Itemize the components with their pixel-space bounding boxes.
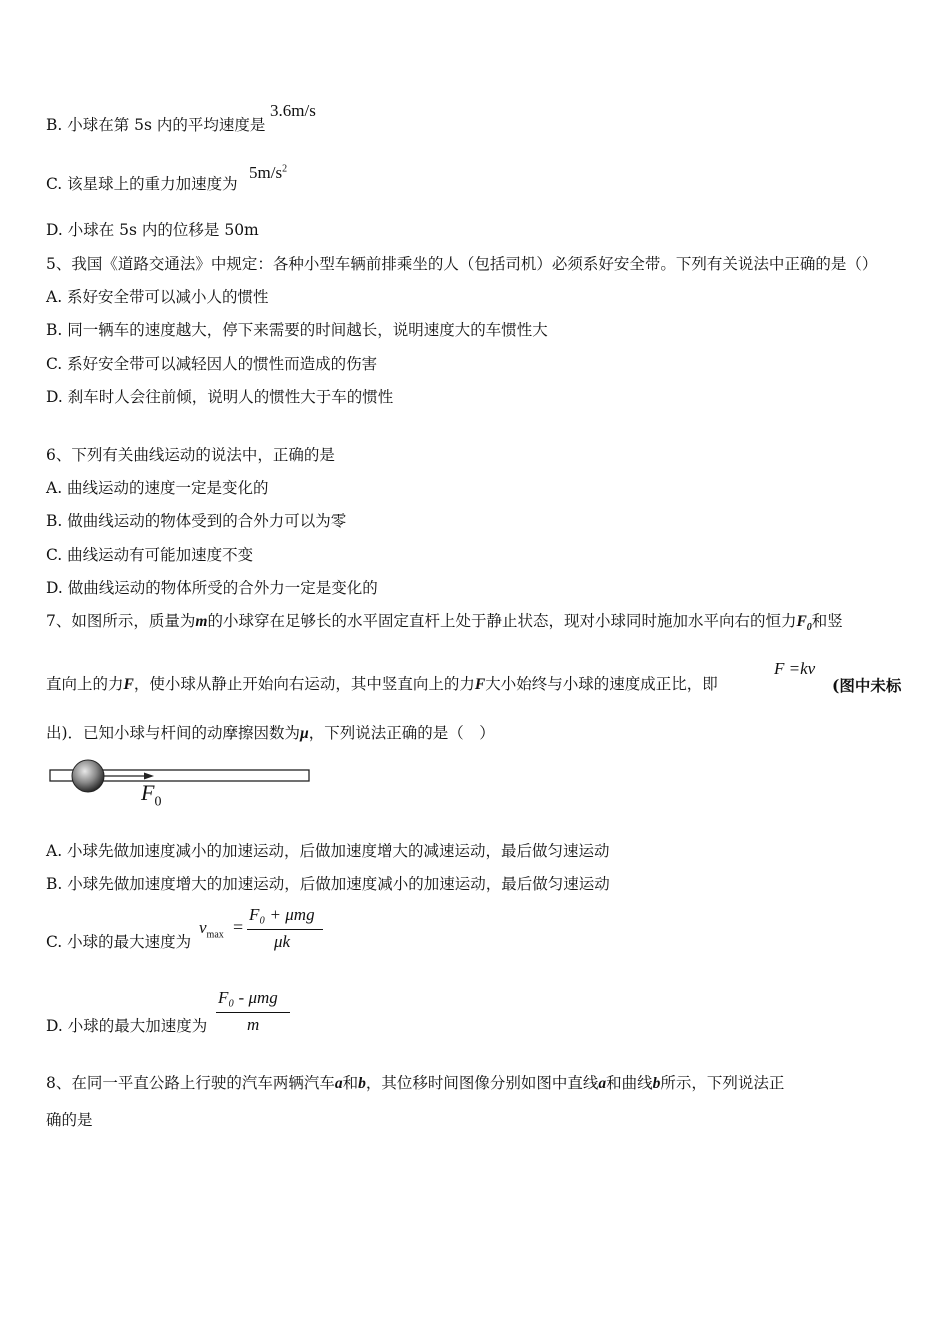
q7-figure bbox=[48, 756, 318, 812]
superscript: 2 bbox=[282, 163, 288, 175]
var-a: a bbox=[598, 1075, 607, 1092]
q4-option-b-value: 3.6m/s bbox=[270, 101, 316, 120]
subscript: 0 bbox=[154, 794, 162, 810]
q7-option-c-fraction bbox=[247, 905, 327, 955]
q8-stem-line1 bbox=[46, 1073, 784, 1094]
ball bbox=[72, 760, 104, 792]
var-m: m bbox=[195, 613, 208, 630]
text: 和竖 bbox=[811, 612, 843, 630]
q7-option-c: C. 小球的最大速度为 bbox=[46, 933, 192, 951]
q4-option-d: D. 小球在 5s 内的位移是 50m bbox=[46, 221, 259, 239]
var-f: F bbox=[123, 676, 134, 693]
var-b: b bbox=[652, 1075, 661, 1092]
denominator: m bbox=[247, 1015, 260, 1034]
numerator: F₀ + μmg bbox=[249, 905, 315, 924]
q7-line2-end: (图中未标 bbox=[832, 676, 902, 695]
q6-stem: 6、下列有关曲线运动的说法中，正确的是 bbox=[46, 446, 335, 464]
text: 直向上的力 bbox=[46, 675, 124, 693]
fraction-bar bbox=[247, 929, 323, 930]
q6-option-d: D. 做曲线运动的物体所受的合外力一定是变化的 bbox=[46, 579, 378, 597]
text: 和 bbox=[342, 1074, 359, 1092]
option-text: B. 小球在第 5s 内的平均速度是 bbox=[46, 116, 266, 134]
q7-option-d-fraction bbox=[216, 988, 296, 1038]
var-v: v bbox=[199, 918, 207, 937]
numerator: F₀ - μmg bbox=[218, 988, 278, 1007]
q7-figure-label bbox=[141, 780, 161, 810]
q7-stem-line2 bbox=[46, 674, 718, 695]
q5-option-d: D. 刹车时人会往前倾，说明人的惯性大于车的惯性 bbox=[46, 388, 394, 406]
q7-option-d: D. 小球的最大加速度为 bbox=[46, 1017, 208, 1035]
text: 7、如图所示，质量为 bbox=[46, 612, 196, 630]
label-f: F bbox=[141, 780, 155, 805]
text: ，使小球从静止开始向右运动，其中竖直向上的力 bbox=[133, 675, 475, 693]
q7-stem-line3 bbox=[46, 723, 495, 744]
fraction-bar bbox=[216, 1012, 290, 1013]
q7-option-c-eq: = bbox=[233, 917, 244, 937]
q4-option-b bbox=[46, 115, 265, 135]
q5-option-a: A. 系好安全带可以减小人的惯性 bbox=[46, 288, 269, 306]
text: ，其位移时间图像分别如图中直线 bbox=[365, 1074, 599, 1092]
q8-stem-line2: 确的是 bbox=[46, 1111, 93, 1129]
text: 出)．已知小球与杆间的动摩擦因数为 bbox=[46, 724, 301, 742]
var-f0 bbox=[796, 613, 812, 634]
q5-option-b: B. 同一辆车的速度越大，停下来需要的时间越长，说明速度大的车惯性大 bbox=[46, 321, 548, 339]
text: 的小球穿在足够长的水平固定直杆上处于静止状态，现对小球同时施加水平向右的恒力 bbox=[207, 612, 797, 630]
text: 8、在同一平直公路上行驶的汽车两辆汽车 bbox=[46, 1074, 335, 1092]
q6-option-c: C. 曲线运动有可能加速度不变 bbox=[46, 546, 254, 564]
q5-option-c: C. 系好安全带可以减轻因人的惯性而造成的伤害 bbox=[46, 355, 378, 373]
q4-option-c bbox=[46, 174, 238, 194]
option-text: C. 该星球上的重力加速度为 bbox=[46, 175, 238, 193]
var-mu: μ bbox=[300, 725, 309, 742]
text: 大小始终与小球的速度成正比，即 bbox=[485, 675, 718, 693]
q7-option-a: A. 小球先做加速度减小的加速运动，后做加速度增大的减速运动，最后做匀速运动 bbox=[46, 842, 610, 860]
q7-formula: F =kv bbox=[774, 659, 816, 678]
var-f: F bbox=[796, 613, 807, 630]
q5-stem: 5、我国《道路交通法》中规定：各种小型车辆前排乘坐的人（包括司机）必须系好安全带。下列有关说法中正确的是（） bbox=[46, 255, 878, 273]
q7-option-c-lhs bbox=[199, 918, 224, 940]
var-f: F bbox=[474, 676, 486, 693]
q7-option-b: B. 小球先做加速度增大的加速运动，后做加速度减小的加速运动，最后做匀速运动 bbox=[46, 875, 610, 893]
var-a: a bbox=[334, 1075, 343, 1092]
q6-option-b: B. 做曲线运动的物体受到的合外力可以为零 bbox=[46, 512, 347, 530]
q7-stem-line1 bbox=[46, 611, 843, 638]
text: 和曲线 bbox=[606, 1074, 653, 1092]
subscript: max bbox=[206, 929, 224, 941]
text: 所示，下列说法正 bbox=[660, 1074, 785, 1092]
var-b: b bbox=[358, 1075, 366, 1092]
denominator: μk bbox=[274, 932, 291, 951]
value-text: 5m/s bbox=[249, 163, 283, 182]
q6-option-a: A. 曲线运动的速度一定是变化的 bbox=[46, 479, 269, 497]
q4-option-c-value bbox=[249, 163, 287, 183]
subscript: 0 bbox=[806, 622, 812, 634]
text: ，下列说法正确的是（ ） bbox=[308, 724, 495, 742]
